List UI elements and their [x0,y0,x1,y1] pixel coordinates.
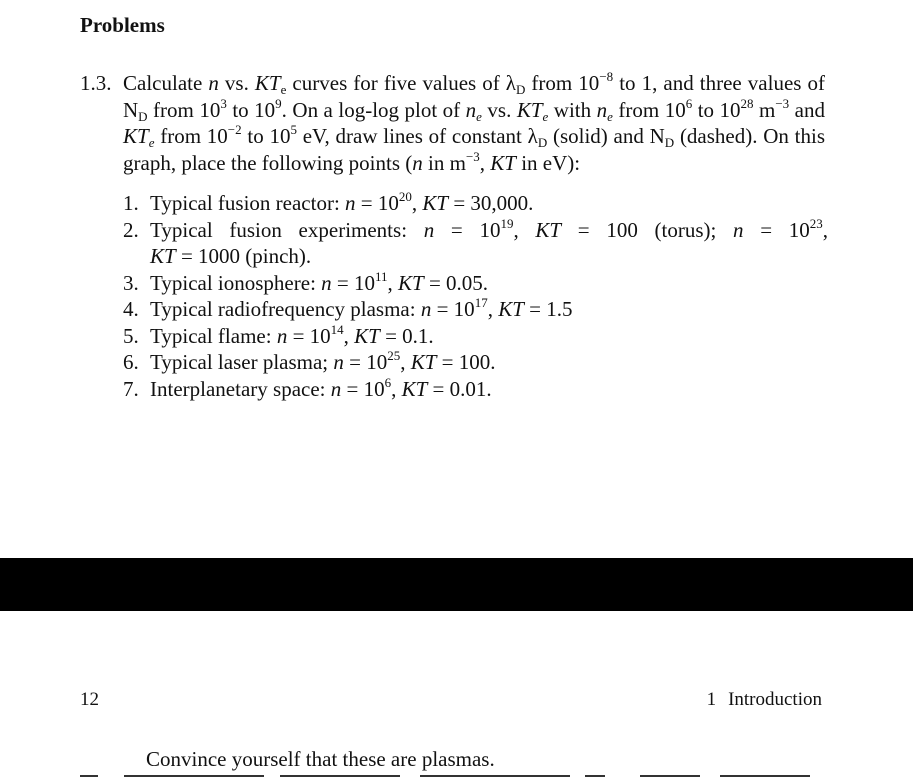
page-number: 12 [80,689,99,710]
problem-statement: Calculate n vs. $KT_e$ curves for five values of $\lambda_D$ from $10^{-8}$ to 1, and three values of $N_D$ from $10^3$ to $10^9$. On a log-log plot of $n_e$ vs. $KT_e$ with $n_e$ from $10^6$ to $10^{28}$ $m^{-3}$ and $KT_e$ from $10^{-2}$ to $10^5$ eV, draw lines of constant $\lambda_D$ (solid) and $N_D$ (dashed). On this graph, place the following points (n in $m^{-3}$, KT in eV): [123,69,826,175]
list-item: 6. Typical laser plasma; $n = 10^{25}$, KT = 100. [123,348,496,374]
list-item: 2. Typical fusion experiments: $n = 10^{19}$, KT = 100 (torus); $n = 10^{23}$, [123,215,829,242]
list-item: 1. Typical fusion reactor: $n = 10^{20}$, KT = 30,000. [123,189,534,215]
problem-number: 1.3. [80,71,112,95]
list-item-continuation: KT = 1000 (pinch). [150,244,312,268]
section-heading: Problems [80,13,165,37]
chapter-title: Introduction [728,689,822,710]
problem-1-3 [80,70,825,176]
list-item: 3. Typical ionosphere: $n = 10^{11}$, KT = 0.05. [123,268,489,295]
list-item: 5. Typical flame: $n = 10^{14}$, KT = 0.1. [123,321,434,348]
list-item: 7. Interplanetary space: $n = 10^6$, KT = 0.01. [123,374,492,401]
running-header [707,689,822,711]
cropped-text-line [80,772,830,778]
page-separator-band [0,558,913,611]
chapter-number: 1 [706,689,717,710]
next-page-text: Convince yourself that these are plasmas. [146,747,495,771]
list-item: 4. Typical radiofrequency plasma: $n = 10^{17}$, KT = 1.5 [123,295,573,321]
plasma-examples-list [123,190,828,402]
